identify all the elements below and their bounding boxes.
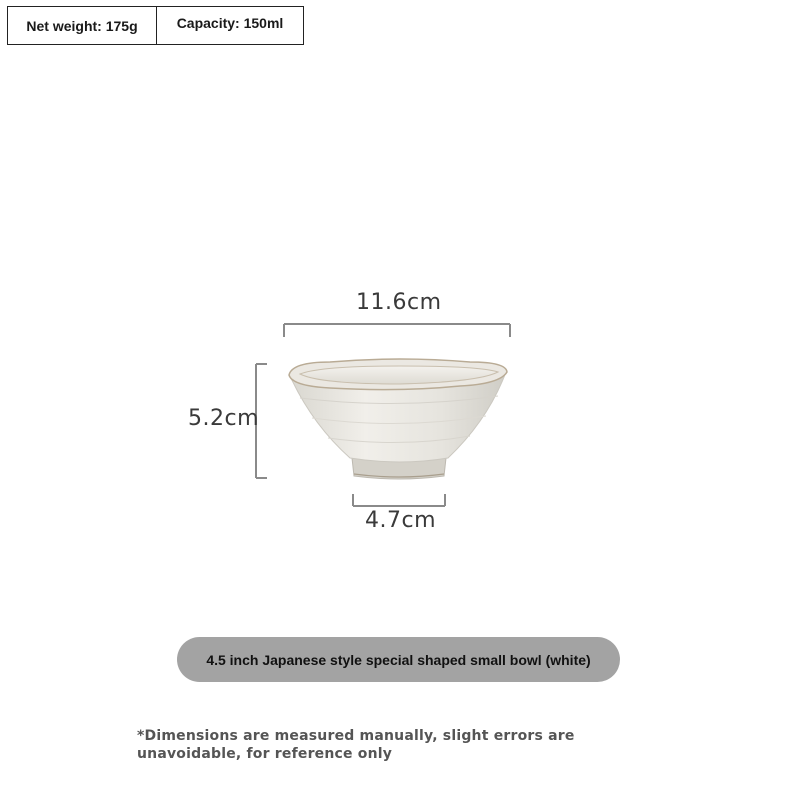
net-weight-cell: Net weight: 175g — [8, 7, 157, 44]
height-label: 5.2cm — [188, 406, 260, 431]
top-width-label: 11.6cm — [356, 290, 442, 315]
product-title: 4.5 inch Japanese style special shaped small bowl (white) — [206, 651, 591, 668]
capacity-cell: Capacity: 150ml — [176, 15, 284, 31]
bowl-image — [289, 359, 507, 479]
base-dimension-line — [353, 494, 445, 506]
base-width-label: 4.7cm — [365, 508, 437, 533]
product-title-pill — [177, 637, 620, 682]
disclaimer-note: *Dimensions are measured manually, slight errors are unavoidable, for reference only — [137, 728, 575, 762]
top-dimension-line — [284, 324, 510, 337]
